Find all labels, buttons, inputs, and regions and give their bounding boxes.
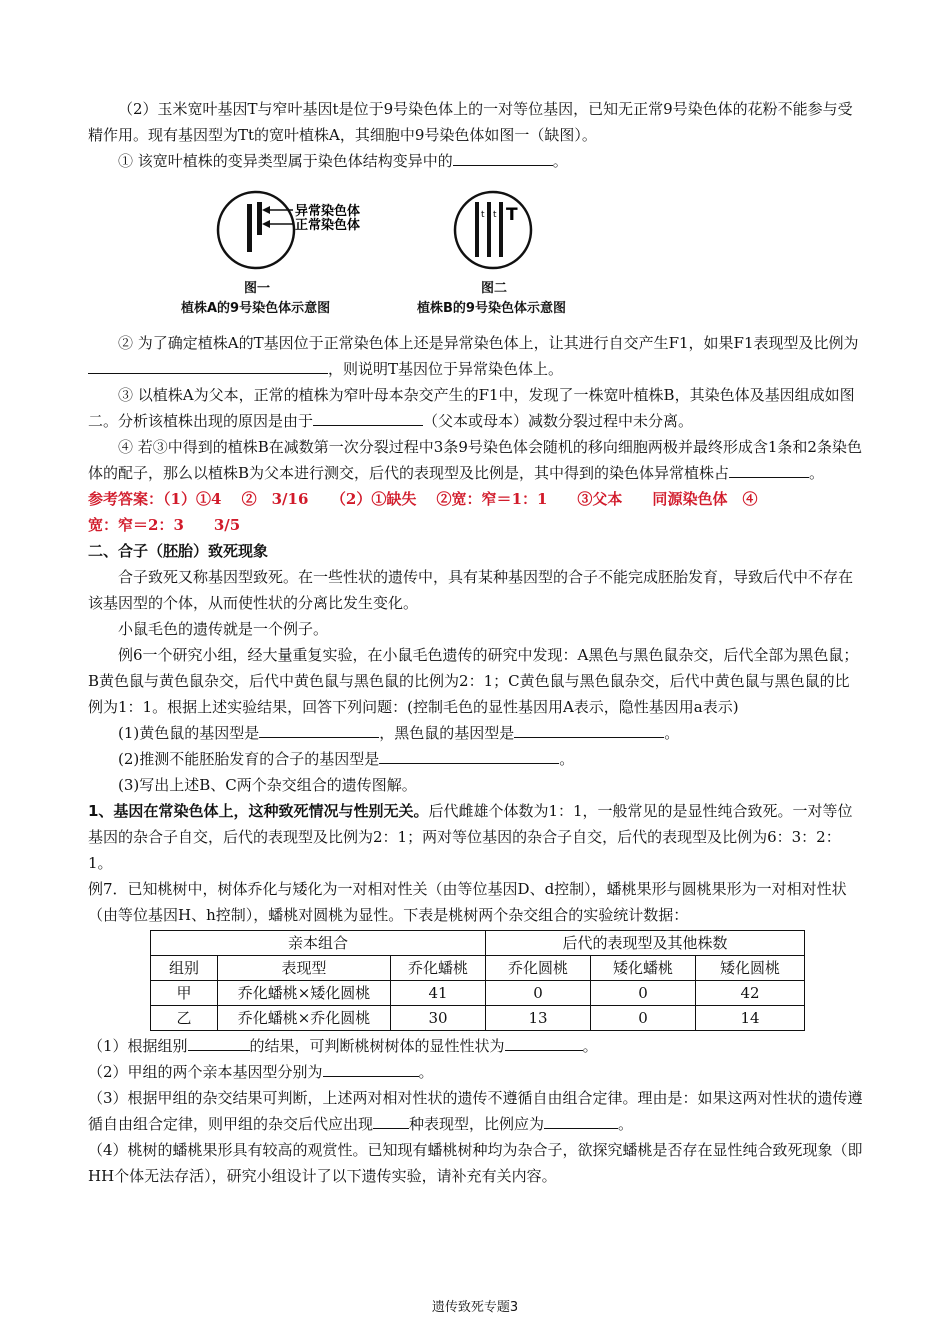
table-header-group: 后代的表现型及其他株数: [486, 931, 805, 956]
cell-circle: [455, 192, 531, 268]
point-1-bold: 1、基因在常染色体上，这种致死情况与性别无关。: [88, 802, 429, 820]
answer-blank[interactable]: [88, 357, 328, 374]
figure-2: [417, 180, 648, 326]
q2-sub2: ② 为了确定植株A的T基因位于正常染色体上还是异常染色体上，让其进行自交产生F1，如果F1表现型及比例为，则说明T基因位于异常染色体上。: [88, 330, 863, 382]
figure-1-caption: 植株A的9号染色体示意图: [181, 301, 331, 316]
table-cell: 14: [696, 1006, 805, 1031]
example-6-q1: (1)黄色鼠的基因型是 ，黑色鼠的基因型是 。: [88, 720, 863, 746]
label-abnormal: 异常染色体: [295, 204, 361, 219]
table-cell: 甲: [151, 981, 218, 1006]
answer-blank[interactable]: [259, 721, 379, 738]
chromosome: [499, 202, 503, 257]
answer-blank[interactable]: [544, 1112, 618, 1129]
answer-blank[interactable]: [729, 461, 809, 478]
answer-label: 参考答案：: [88, 490, 164, 508]
answer-blank[interactable]: [323, 1060, 419, 1077]
answer-blank[interactable]: [373, 1112, 409, 1129]
example-7-q4: （4）桃树的蟠桃果形具有较高的观赏性。已知现有蟠桃树种均为杂合子，欲探究蟠桃是否存在显性纯合致死现象（即HH个体无法存活），研究小组设计了以下遗传实验，请补充有关内容。: [88, 1141, 863, 1185]
answer-blank[interactable]: [313, 409, 423, 426]
answer-line1: （1）①4 ② 3/16 （2）①缺失 ②宽：窄＝1：1 ③父本 同源染色体 ④: [163, 490, 758, 508]
table-row: [151, 981, 805, 1006]
table-header: 矮化蟠桃: [591, 956, 696, 981]
example-6-q2: (2)推测不能胚胎发育的合子的基因型是 。: [88, 746, 863, 772]
table-cell: 乔化蟠桃×乔化圆桃: [218, 1006, 391, 1031]
figure-2-caption: 植株B的9号染色体示意图: [417, 301, 566, 316]
table-header-group: 亲本组合: [151, 931, 486, 956]
q2-sub1: ① 该宽叶植株的变异类型属于染色体结构变异中的 。: [88, 148, 863, 174]
example-7: 例7．已知桃树中，树体乔化与矮化为一对相对性关（由等位基因D、d控制），蟠桃果形与圆桃果形为一对相对性状（由等位基因H、h控制），蟠桃对圆桃为显性。下表是桃树两个杂交组合的实验统计数据：: [88, 880, 847, 924]
cell-circle: [218, 192, 294, 268]
figure-2-title: 图二: [481, 281, 508, 296]
example-6: 例6一个研究小组，经大量重复实验，在小鼠毛色遗传的研究中发现：A黑色与黑色鼠杂交，后代全部为黑色鼠；B黄色鼠与黄色鼠杂交，后代中黄色鼠与黑色鼠的比例为2：1；C黄色鼠与黑色鼠杂交，后代中黄色鼠与黑色鼠的比例为1：1。根据上述实验结果，回答下列问题：(控制毛色的显性基因用A表示，隐性基因用a表示): [88, 646, 859, 716]
table-header: 矮化圆桃: [696, 956, 805, 981]
abnormal-chromosome: [247, 204, 252, 252]
example-7-q3: （3）根据甲组的杂交结果可判断，上述两对相对性状的遗传不遵循自由组合定律。理由是：如果这两对性状的遗传遵循自由组合定律，则甲组的杂交后代应出现 种表现型，比例应为 。: [88, 1089, 863, 1133]
table-cell: 0: [486, 981, 591, 1006]
example-6-q3: (3)写出上述B、C两个杂交组合的遗传图解。: [118, 776, 417, 794]
figure-1-title: 图一: [244, 281, 271, 296]
table-header: 乔化圆桃: [486, 956, 591, 981]
gene-t-label: t: [481, 210, 485, 220]
table-cell: 乙: [151, 1006, 218, 1031]
table-row: [151, 1006, 805, 1031]
table-header: 乔化蟠桃: [391, 956, 486, 981]
reference-answer: [88, 486, 863, 538]
table-cell: 0: [591, 1006, 696, 1031]
section-2-p1: 合子致死又称基因型致死。在一些性状的遗传中，具有某种基因型的合子不能完成胚胎发育，导致后代中不存在该基因型的个体，从而使性状的分离比发生变化。: [88, 568, 854, 612]
answer-blank[interactable]: [379, 747, 559, 764]
point-1: 1、基因在常染色体上，这种致死情况与性别无关。后代雌雄个体数为1：1，一般常见的是显性纯合致死。一对等位基因的杂合子自交，后代的表现型及比例为2：1；两对等位基因的杂合子自交，后代的表现型及比例为6：3：2：1。: [88, 802, 853, 872]
answer-blank[interactable]: [188, 1034, 250, 1051]
answer-blank[interactable]: [505, 1034, 583, 1051]
chromosome: [487, 202, 491, 257]
example-7-q1: （1）根据组别 的结果，可判断桃树树体的显性性状为 。: [88, 1033, 863, 1059]
q2-intro: （2）玉米宽叶基因T与窄叶基因t是位于9号染色体上的一对等位基因，已知无正常9号染色体的花粉不能参与受精作用。现有基因型为Tt的宽叶植株A，其细胞中9号染色体如图一（缺图）。: [88, 100, 853, 144]
table-cell: 30: [391, 1006, 486, 1031]
page-footer: 遗传致死专题3: [431, 1300, 519, 1315]
chromosome: [475, 202, 479, 257]
table-header: 组别: [151, 956, 218, 981]
table-header: 表现型: [218, 956, 391, 981]
table-cell: 0: [591, 981, 696, 1006]
q2-sub4: ④ 若③中得到的植株B在减数第一次分裂过程中3条9号染色体会随机的移向细胞两极并最终形成含1条和2条染色体的配子，那么以植株B为父本进行测交，后代的表现型及比例是，其中得到的染色体异常植株占 。: [88, 438, 862, 482]
label-normal: 正常染色体: [295, 218, 361, 233]
gene-t-label: t: [493, 210, 497, 220]
answer-blank[interactable]: [514, 721, 664, 738]
gene-T-label: T: [506, 205, 518, 225]
document-body: [88, 96, 863, 1189]
q2-sub3: ③ 以植株A为父本，正常的植株为窄叶母本杂交产生的F1中，发现了一株宽叶植株B，其染色体及基因组成如图二。分析该植株出现的原因是由于 （父本或母本）减数分裂过程中未分离。: [88, 386, 855, 430]
section-2-p2: 小鼠毛色的遗传就是一个例子。: [118, 620, 329, 638]
table-cell: 13: [486, 1006, 591, 1031]
table-cell: 41: [391, 981, 486, 1006]
section-2-heading: 二、合子（胚胎）致死现象: [88, 542, 269, 560]
chromosome-figures: [88, 180, 863, 326]
example-7-q2: （2）甲组的两个亲本基因型分别为 。: [88, 1059, 863, 1085]
table-cell: 乔化蟠桃×矮化圆桃: [218, 981, 391, 1006]
answer-blank[interactable]: [453, 149, 553, 166]
answer-line2: 宽：窄＝2：3 3/5: [88, 516, 241, 534]
normal-chromosome: [257, 202, 262, 235]
data-table: [150, 930, 805, 1031]
table-cell: 42: [696, 981, 805, 1006]
